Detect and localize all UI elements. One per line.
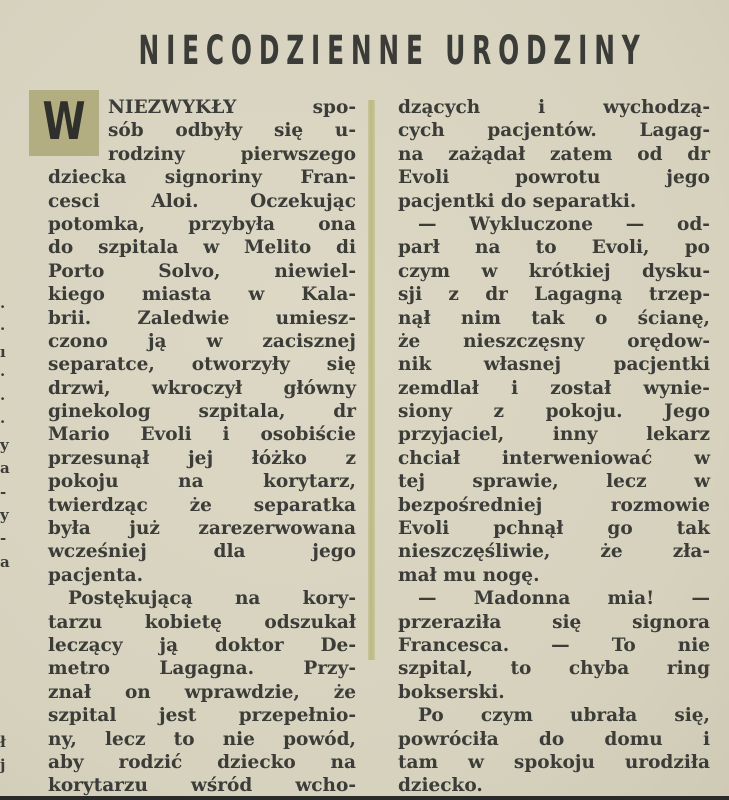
text-line: pacjentki do separatki. bbox=[398, 190, 637, 212]
right-column bbox=[398, 96, 710, 798]
text-line: tam w spokoju urodziła bbox=[398, 751, 710, 773]
text-line: leczący ją doktor De- bbox=[48, 634, 356, 656]
dropcap-letter: W bbox=[42, 92, 86, 152]
text-line: czym w krótkiej dysku- bbox=[398, 260, 710, 282]
text-line: chciał interweniować w bbox=[398, 447, 710, 469]
text-line: NIEZWYKŁY spo- bbox=[108, 97, 356, 118]
text-line: nął nim tak o ścianę, bbox=[398, 307, 710, 329]
text-line: tarzu kobietę odszukał bbox=[48, 611, 356, 633]
text-line: wcześniej dla jego bbox=[48, 541, 356, 563]
margin-fragment: · bbox=[0, 322, 6, 337]
scan-edge bbox=[0, 796, 729, 800]
text-line: była już zarezerwowana bbox=[48, 518, 356, 540]
text-line: że nieszczęsny orędow- bbox=[398, 330, 710, 352]
text-line: Evoli powrotu jego bbox=[398, 167, 710, 189]
text-line: bezpośredniej rozmowie bbox=[398, 494, 710, 516]
text-line: czono ją w zacisznej bbox=[48, 330, 356, 352]
margin-fragment: · bbox=[0, 392, 6, 407]
text-line: ginekolog szpitala, dr bbox=[48, 401, 356, 423]
text-line: rodziny pierwszego bbox=[108, 143, 356, 165]
text-line: nik własnej pacjentki bbox=[398, 354, 710, 376]
text-line: szpital jest przepełnio- bbox=[48, 705, 356, 727]
margin-fragment: · bbox=[0, 368, 6, 383]
text-line: sób odbyły się u- bbox=[108, 120, 356, 142]
column-divider bbox=[368, 100, 375, 660]
margin-fragment: y bbox=[0, 438, 9, 453]
text-line: nieszczęśliwie, że zła- bbox=[398, 541, 710, 563]
text-line: pacjenta. bbox=[48, 564, 144, 586]
margin-fragment: j bbox=[0, 758, 6, 773]
text-line: Porto Solvo, niewiel- bbox=[48, 260, 356, 282]
text-line: aby rodzić dziecko na bbox=[48, 751, 356, 773]
margin-fragment: · bbox=[0, 300, 6, 315]
text-line: przesunął jej łóżko z bbox=[48, 447, 356, 469]
text-line: sji z dr Lagagną trzep- bbox=[398, 284, 710, 306]
text-line: cych pacjentów. Lagag- bbox=[398, 120, 710, 142]
text-line: twierdząc że separatka bbox=[48, 494, 356, 516]
text-line: Mario Evoli i osobiście bbox=[48, 424, 356, 446]
text-line: dziecko. bbox=[398, 775, 483, 797]
text-line: siony z pokoju. Jego bbox=[398, 401, 710, 423]
margin-fragment: · bbox=[0, 415, 6, 430]
text-line: powróciła do domu i bbox=[398, 728, 710, 750]
text-line: Po czym ubrała się, bbox=[418, 705, 710, 727]
margin-fragment: ı bbox=[0, 345, 6, 360]
text-line: Francesca. — To nie bbox=[398, 634, 710, 656]
text-line: brii. Zaledwie umiesz- bbox=[48, 307, 356, 329]
text-line: przeraziła się signora bbox=[398, 611, 710, 633]
left-column bbox=[48, 96, 356, 798]
text-line: na zażądał zatem od dr bbox=[398, 143, 710, 165]
text-line: potomka, przybyła ona bbox=[48, 213, 356, 235]
text-line: zemdlał i został wynie- bbox=[398, 377, 710, 399]
text-line: — Madonna mia! — bbox=[418, 588, 710, 610]
margin-fragment: y bbox=[0, 508, 9, 523]
text-line: Evoli pchnął go tak bbox=[398, 518, 710, 540]
margin-fragment: a bbox=[0, 461, 10, 476]
text-line: Postękującą na kory- bbox=[68, 588, 356, 610]
text-line: tej sprawie, lecz w bbox=[398, 471, 710, 493]
text-line: dziecka signoriny Fran- bbox=[48, 167, 356, 189]
text-line: drzwi, wkroczył główny bbox=[48, 377, 356, 399]
text-line: mał mu nogę. bbox=[398, 564, 540, 586]
text-line: znał on wprawdzie, że bbox=[48, 681, 356, 703]
margin-fragment: ł bbox=[0, 735, 6, 750]
text-line: parł na to Evoli, po bbox=[398, 237, 710, 259]
text-line: do szpitala w Melito di bbox=[48, 237, 356, 259]
text-line: kiego miasta w Kala- bbox=[48, 284, 356, 306]
margin-fragment: a bbox=[0, 555, 10, 570]
text-line: dzących i wychodzą- bbox=[398, 97, 710, 118]
text-line: bokserski. bbox=[398, 681, 505, 703]
margin-fragment: - bbox=[0, 531, 7, 546]
text-line: separatce, otworzyły się bbox=[48, 354, 356, 376]
text-line: cesci Aloi. Oczekując bbox=[48, 190, 356, 212]
text-line: ny, lecz to nie powód, bbox=[48, 728, 356, 750]
article-title: NIECODZIENNE URODZINY bbox=[138, 28, 647, 74]
margin-fragment: - bbox=[0, 485, 7, 500]
text-line: metro Lagagna. Przy- bbox=[48, 658, 356, 680]
text-line: przyjaciel, inny lekarz bbox=[398, 424, 710, 446]
text-line: — Wykluczone — od- bbox=[418, 213, 710, 235]
text-line: pokoju na korytarz, bbox=[48, 471, 356, 493]
text-line: korytarzu wśród wcho- bbox=[48, 775, 356, 797]
text-line: szpital, to chyba ring bbox=[398, 658, 710, 680]
